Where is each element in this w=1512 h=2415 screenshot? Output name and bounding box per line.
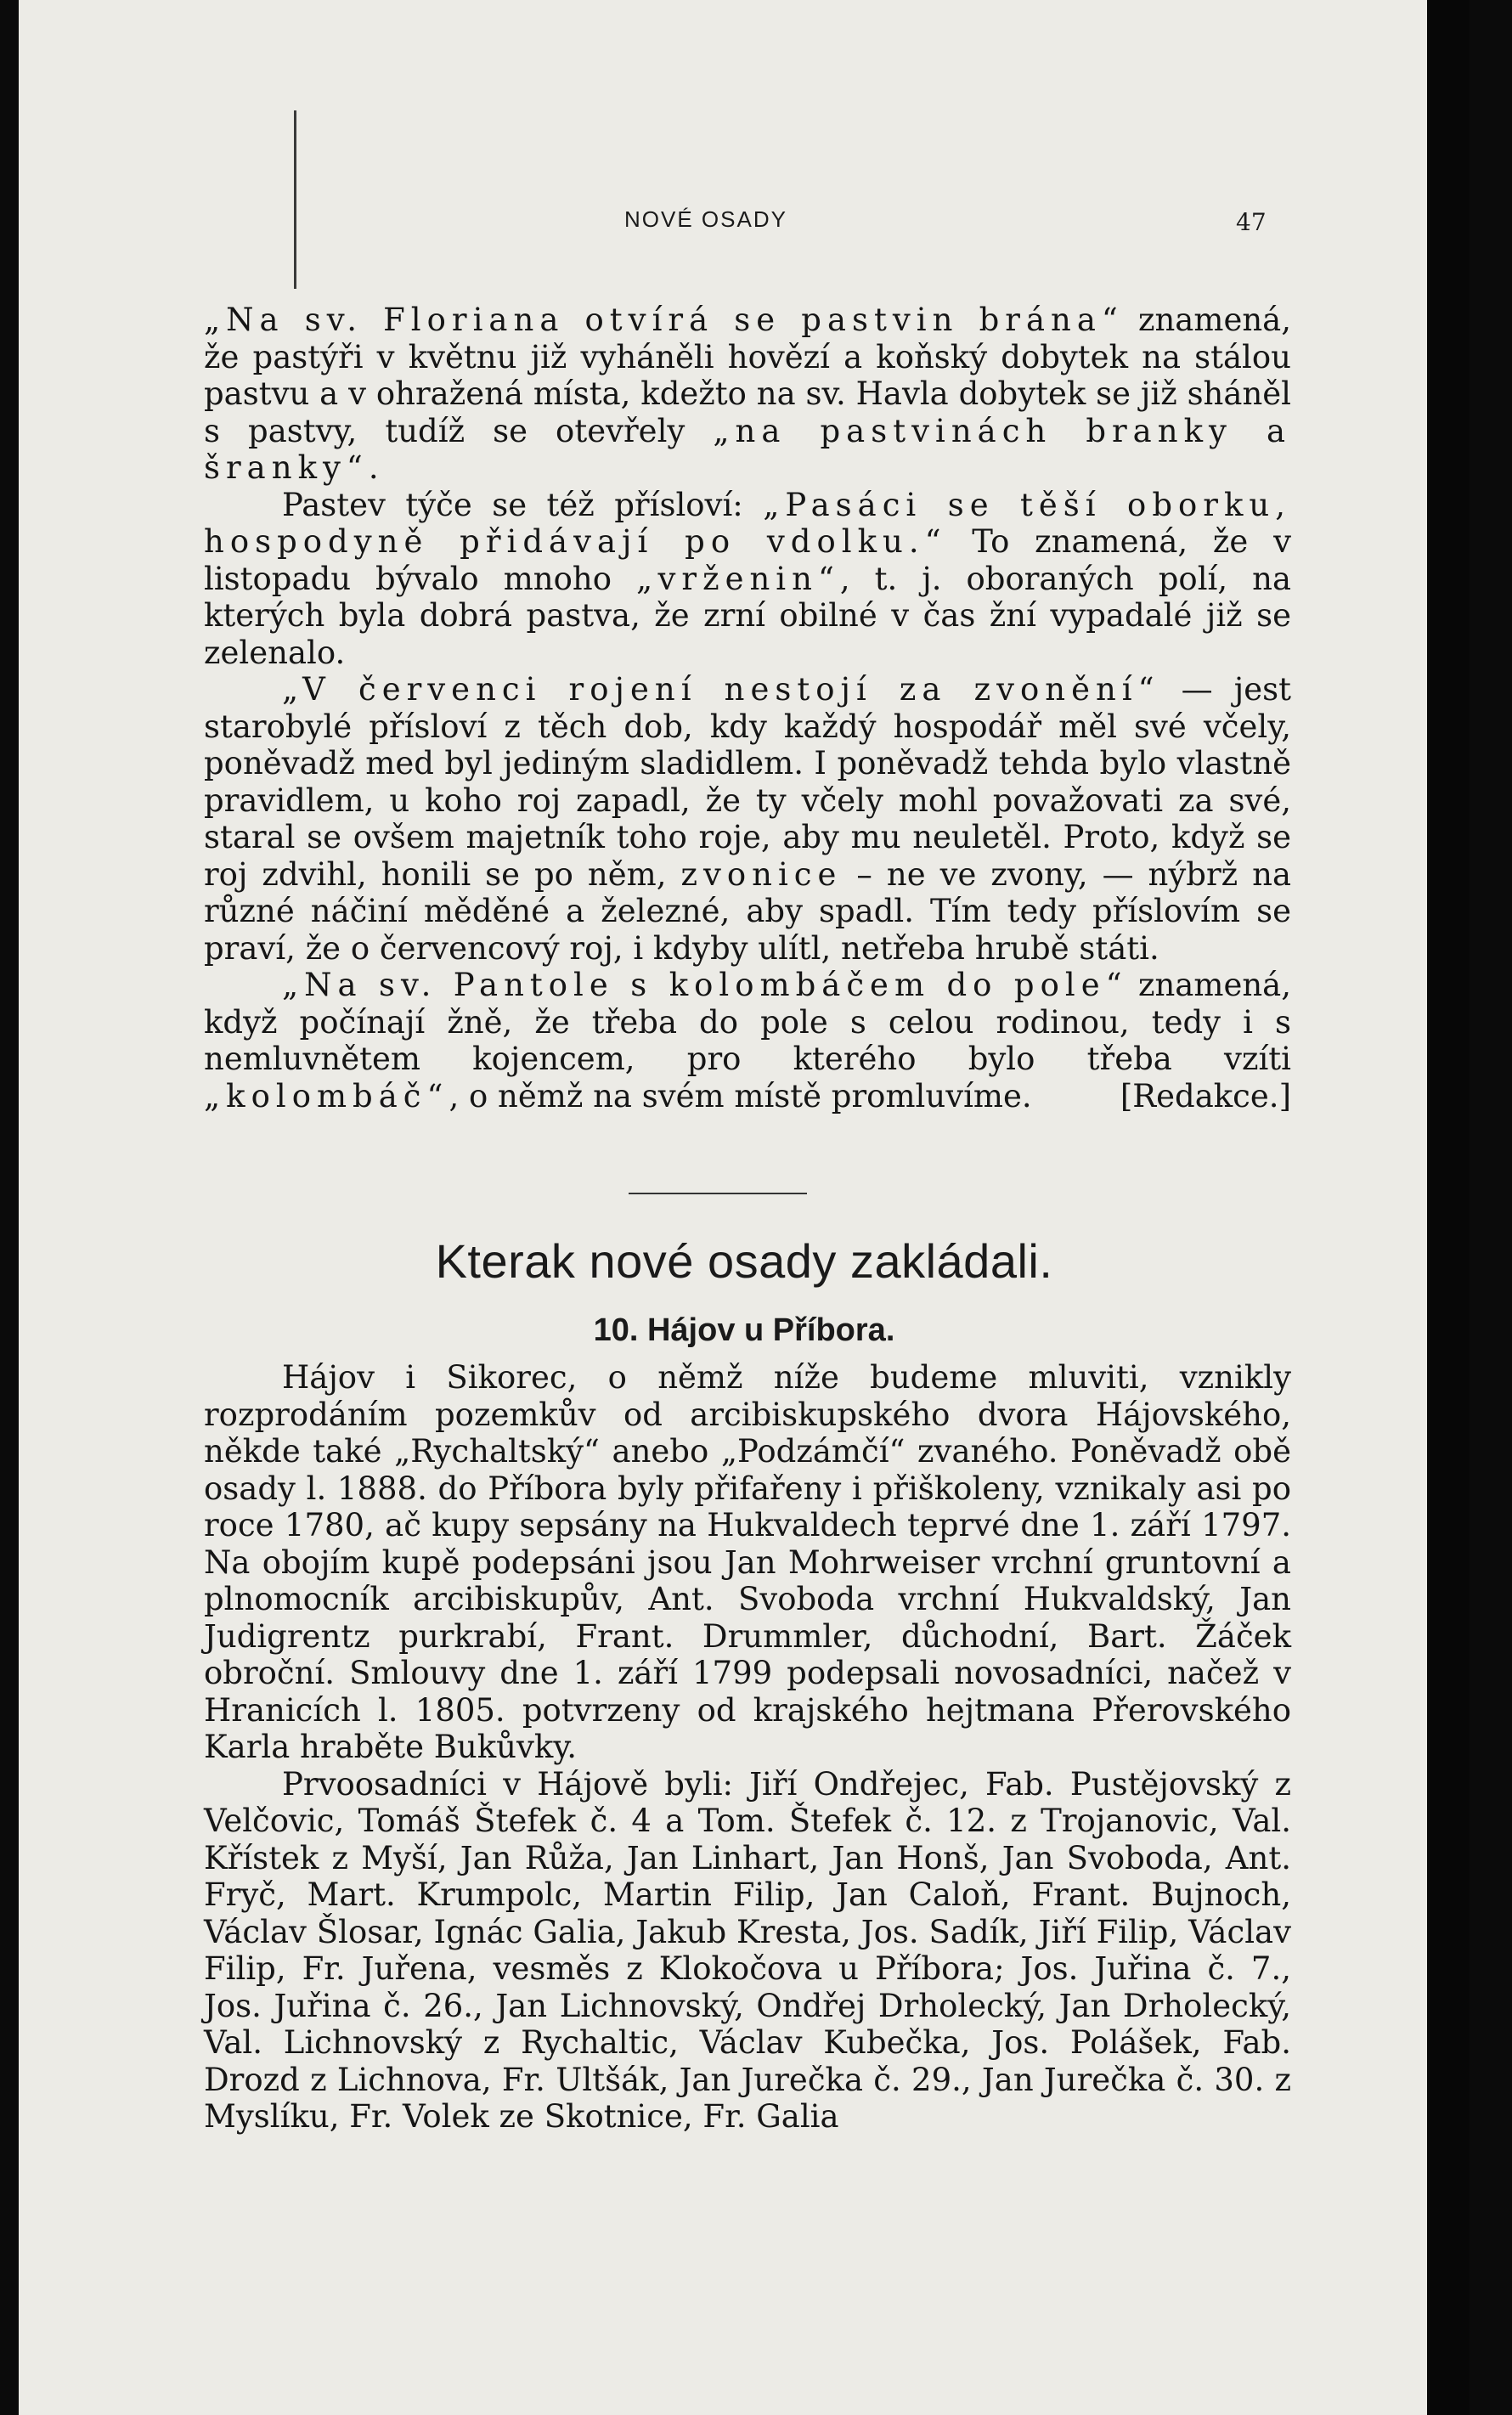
- emphasis-word: zvonice: [680, 855, 843, 893]
- page-number: 47: [1236, 208, 1267, 236]
- editor-signature: [Redakce.]: [1120, 1077, 1291, 1114]
- paragraph-text: To znamená, že v listopadu bývalo mnoho: [204, 523, 1291, 597]
- proverb-quote: „na pastvinách branky a šranky“: [204, 412, 1292, 486]
- running-title: NOVÉ OSADY: [624, 206, 787, 232]
- section-title: Kterak nové osady zakládali.: [435, 1234, 1053, 1288]
- page-header: [19, 206, 1470, 240]
- paragraph-text: , o němž na svém místě promluvíme.: [449, 1077, 1032, 1114]
- paragraph-text: — jest starobylé přísloví z těch dob, kdy každý hospodář měl své včely, poněvadž med byl jediným sladidlem. I poněvadž tehda bylo vlastně pravidlem, u koho roj zapadl, že ty včely mohl považovati za své, staral se ovšem majetník toho roje, aby mu neuletěl. Proto, když se roj zdvihl, honili se po něm,: [204, 671, 1291, 893]
- proverb-quote: „vrženin“: [635, 560, 840, 597]
- scan-edge: [1427, 0, 1470, 2415]
- page: [19, 0, 1470, 2415]
- proverb-quote: „Pasáci se těší oborku, hospodyně přidávají po vdolku.“: [204, 486, 1291, 560]
- paragraph-text: .: [368, 449, 379, 486]
- emphasis-word: „kolombáč“: [204, 1077, 449, 1114]
- paragraph-first-settlers: Prvoosadníci v Hájově byli: Jiří Ondřejec, Fab. Pustějovský z Velčovic, Tomáš Štefek č. 4 a Tom. Štefek č. 12. z Trojanovic, Val. Křístek z Myší, Jan Růža, Jan Linhart, Jan Honš, Jan Svoboda, Ant. Fryč, Mart. Krumpolc, Martin Filip, Jan Caloň, Frant. Bujnoch, Václav Šlosar, Ignác Galia, Jakub Kresta, Jos. Sadík, Jiří Filip, Václav Filip, Fr. Juřena, vesměs z Klokočova u Příbora; Jos. Juřina č. 7., Jos. Juřina č. 26., Jan Lichnovský, Ondřej Drholecký, Jan Drholecký, Val. Lichnovský z Rychaltic, Václav Kubečka, Jos. Polášek, Fab. Drozd z Lichnova, Fr. Ultšák, Jan Jurečka č. 29., Jan Jurečka č. 30. z Myslíku, Fr. Volek ze Skotnice, Fr. Galia: [204, 1765, 1291, 2135]
- hajov-text-block: [204, 1359, 1291, 2136]
- margin-rule: [294, 110, 296, 289]
- paragraph-text: Pastev týče se též přísloví:: [282, 486, 764, 523]
- paragraph-cervenec: [204, 671, 1291, 967]
- paragraph-pastev: [204, 487, 1291, 672]
- proverb-quote: „Na sv. Pantole s kolombáčem do pole“: [282, 967, 1128, 1003]
- paragraph-st-florian: [204, 302, 1291, 487]
- section-divider: [629, 1193, 807, 1194]
- paragraph-text: znamená, že pastýři v květnu již vyháněli hovězí a koňský dobytek na stálou pastvu a v ohražená místa, kdežto na sv. Havla dobytek se již sháněl s pastvy, tudíž se otevřely: [204, 302, 1291, 449]
- subsection-title: 10. Hájov u Příbora.: [593, 1312, 895, 1348]
- proverb-quote: „V červenci rojení nestojí za zvonění“: [282, 671, 1160, 708]
- paragraph-text: znamená, když počínají žně, že třeba do pole s celou rodinou, tedy i s nemluvnětem kojencem, pro kterého bylo třeba vzíti: [204, 967, 1291, 1077]
- proverbs-text-block: [204, 302, 1291, 1114]
- paragraph-pantole: [204, 967, 1291, 1114]
- paragraph-hajov-history: Hájov i Sikorec, o němž níže budeme mluviti, vznikly rozprodáním pozemkův od arcibiskupského dvora Hájovského, někde také „Rychaltský“ anebo „Podzámčí“ zvaného. Poněvadž obě osady l. 1888. do Příbora byly přifařeny i přiškoleny, vznikaly asi po roce 1780, ač kupy sepsány na Hukvaldech teprvé dne 1. září 1797. Na obojím kupě podepsáni jsou Jan Mohrweiser vrchní gruntovní a plnomocník arcibiskupův, Ant. Svoboda vrchní Hukvaldský, Jan Judigrentz purkrabí, Frant. Drummler, důchodní, Bart. Žáček obroční. Smlouvy dne 1. září 1799 podepsali novosadníci, načež v Hranicích l. 1805. potvrzeny od krajského hejtmana Přerovského Karla hraběte Bukůvky.: [204, 1359, 1291, 1765]
- paragraph-text: , t. j. oboraných polí, na kterých byla dobrá pastva, že zrní obilné v čas žní vypadalé již se zelenalo.: [204, 560, 1291, 671]
- proverb-quote: „Na sv. Floriana otvírá se pastvin brána“: [204, 302, 1124, 338]
- paragraph-text: – ne ve zvony, — nýbrž na různé náčiní měděné a železné, aby spadl. Tím tedy příslovím se praví, že o červencový roj, i kdyby ulítl, netřeba hrubě státi.: [204, 855, 1292, 967]
